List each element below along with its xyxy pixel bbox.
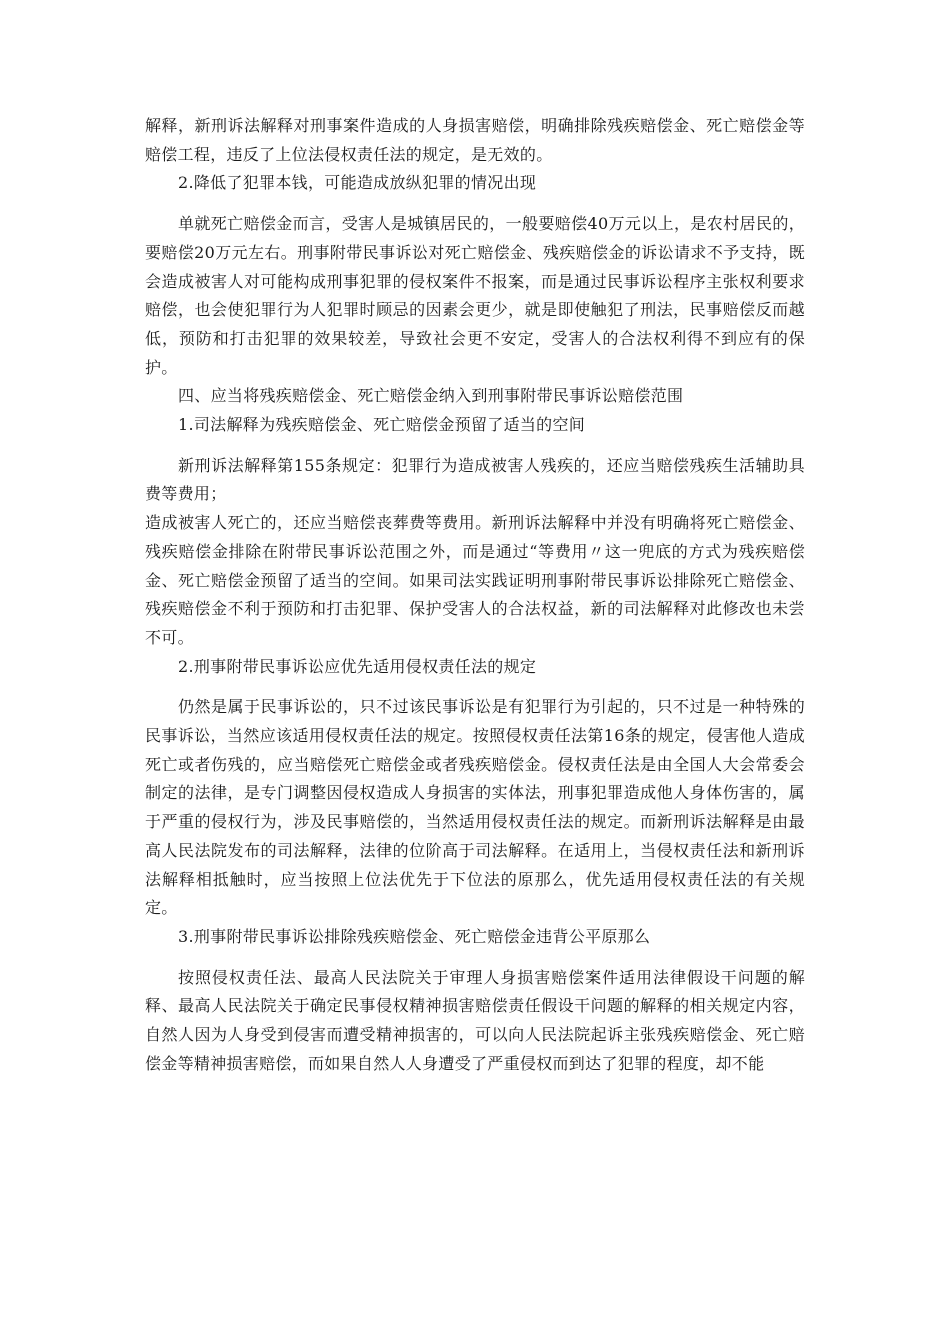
paragraph-continuation: 解释，新刑诉法解释对刑事案件造成的人身损害赔偿，明确排除残疾赔偿金、死亡赔偿金等赔偿工程，违反了上位法侵权责任法的规定，是无效的。 xyxy=(145,116,805,164)
paragraph-death-compensation: 单就死亡赔偿金而言，受害人是城镇居民的，一般要赔偿40万元以上，是农村居民的，要赔偿20万元左右。刑事附带民事诉讼对死亡赔偿金、残疾赔偿金的诉讼请求不予支持，既会造成被害人对可能构成刑事犯罪的侵权案件不报案，而是通过民事诉讼程序主张权利要求赔偿，也会使犯罪行为人犯罪时顾忌的因素会更少，就是即使触犯了刑法，民事赔偿反而越低，预防和打击犯罪的效果较差，导致社会更不安定，受害人的合法权利得不到应有的保护。 xyxy=(145,214,805,377)
document-body xyxy=(145,112,805,1079)
section-heading-four: 四、应当将残疾赔偿金、死亡赔偿金纳入到刑事附带民事诉讼赔偿范围 xyxy=(178,386,684,406)
paragraph-article-155-continued: 造成被害人死亡的，还应当赔偿丧葬费等费用。新刑诉法解释中并没有明确将死亡赔偿金、残疾赔偿金排除在附带民事诉讼范围之外，而是通过“等费用〃这一兜底的方式为残疾赔偿金、死亡赔偿金预留了适当的空间。如果司法实践证明刑事附带民事诉讼排除死亡赔偿金、残疾赔偿金不利于预防和打击犯罪、保护受害人的合法权益，新的司法解释对此修改也未尝不可。 xyxy=(145,513,805,647)
section-heading-fairness: 3.刑事附带民事诉讼排除残疾赔偿金、死亡赔偿金违背公平原那么 xyxy=(178,926,651,946)
paragraph-tort-law: 仍然是属于民事诉讼的，只不过该民事诉讼是有犯罪行为引起的，只不过是一种特殊的民事诉讼，当然应该适用侵权责任法的规定。按照侵权责任法第16条的规定，侵害他人造成死亡或者伤残的，应当赔偿死亡赔偿金或者残疾赔偿金。侵权责任法是由全国人大会常委会制定的法律，是专门调整因侵权造成人身损害的实体法，刑事犯罪造成他人身体伤害的，属于严重的侵权行为，涉及民事赔偿的，当然适用侵权责任法的规定。而新刑诉法解释是由最高人民法院发布的司法解释，法律的位阶高于司法解释。在适用上，当侵权责任法和新刑诉法解释相抵触时，应当按照上位法优先于下位法的原那么，优先适用侵权责任法的有关规定。 xyxy=(145,697,805,918)
section-heading-judicial-interpretation: 1.司法解释为残疾赔偿金、死亡赔偿金预留了适当的空间 xyxy=(178,415,586,435)
section-heading-lower-crime-cost: 2.降低了犯罪本钱，可能造成放纵犯罪的情况出现 xyxy=(178,173,537,193)
paragraph-article-155: 新刑诉法解释第155条规定：犯罪行为造成被害人残疾的，还应当赔偿残疾生活辅助具费等费用； xyxy=(145,455,805,504)
section-heading-tort-law-priority: 2.刑事附带民事诉讼应优先适用侵权责任法的规定 xyxy=(178,656,537,676)
paragraph-fairness: 按照侵权责任法、最高人民法院关于审理人身损害赔偿案件适用法律假设干问题的解释、最高人民法院关于确定民事侵权精神损害赔偿责任假设干问题的解释的相关规定内容，自然人因为人身受到侵害而遭受精神损害的，可以向人民法院起诉主张残疾赔偿金、死亡赔偿金等精神损害赔偿，而如果自然人人身遭受了严重侵权而到达了犯罪的程度，却不能 xyxy=(145,967,805,1073)
